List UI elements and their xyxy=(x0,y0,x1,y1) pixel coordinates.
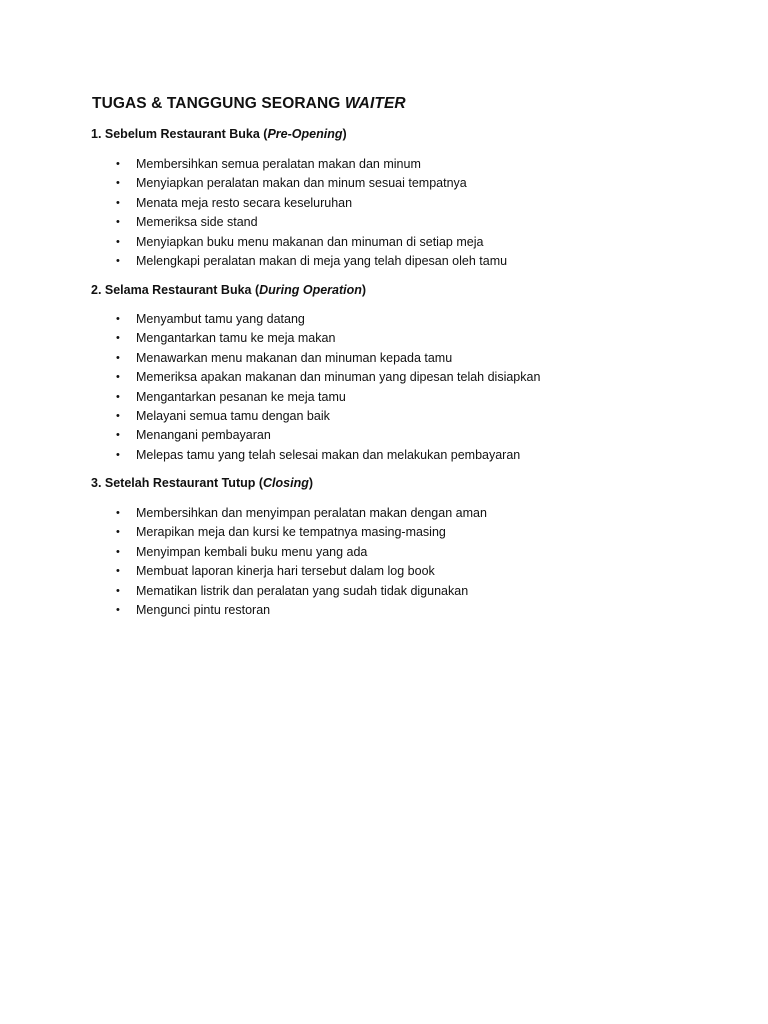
list-item xyxy=(116,368,540,387)
list-item-text: Merapikan meja dan kursi ke tempatnya masing-masing xyxy=(136,525,446,540)
document-title xyxy=(92,95,406,113)
task-list-during-operation xyxy=(116,310,540,465)
list-item-text: Melepas tamu yang telah selesai makan dan melakukan pembayaran xyxy=(136,447,521,462)
list-item-text: Menyambut tamu yang datang xyxy=(136,312,305,326)
list-item xyxy=(116,329,540,348)
section-heading-prefix: 2. Selama Restaurant Buka ( xyxy=(91,283,260,297)
list-item-text: Mematikan listrik dan peralatan yang sudah tidak digunakan xyxy=(136,583,469,598)
list-item xyxy=(116,504,487,523)
document-title-text: TUGAS & TANGGUNG SEORANG xyxy=(92,95,345,112)
bullet-icon: • xyxy=(116,390,120,403)
list-item xyxy=(116,543,487,562)
list-item xyxy=(116,407,540,426)
list-item-text: Membersihkan semua peralatan makan dan minum xyxy=(136,157,421,171)
list-item-text: Membuat laporan kinerja hari tersebut dalam log book xyxy=(136,564,435,579)
list-item xyxy=(116,601,487,620)
section-heading-prefix: 3. Setelah Restaurant Tutup ( xyxy=(91,476,264,490)
list-item xyxy=(116,562,487,581)
bullet-icon: • xyxy=(116,526,120,539)
list-item xyxy=(116,213,507,232)
bullet-icon: • xyxy=(116,158,120,170)
task-list-closing xyxy=(116,504,487,620)
bullet-icon: • xyxy=(116,429,120,442)
list-item xyxy=(116,233,507,252)
section-heading-emphasis: Closing xyxy=(263,476,309,490)
list-item-text: Melayani semua tamu dengan baik xyxy=(136,408,330,423)
list-item xyxy=(116,349,540,368)
section-heading-suffix: ) xyxy=(361,283,367,297)
task-list-pre-opening xyxy=(116,155,507,271)
list-item-text: Menyiapkan buku menu makanan dan minuman di setiap meja xyxy=(136,234,484,249)
document-title-emphasis: WAITER xyxy=(344,95,406,112)
section-heading-suffix: ) xyxy=(308,476,314,490)
section-heading-closing xyxy=(91,476,313,490)
list-item-text: Melengkapi peralatan makan di meja yang telah dipesan oleh tamu xyxy=(136,253,508,268)
section-heading-emphasis: Pre-Opening xyxy=(267,127,343,141)
bullet-icon: • xyxy=(116,216,120,229)
list-item xyxy=(116,582,487,601)
bullet-icon: • xyxy=(116,507,120,519)
list-item-text: Memeriksa apakan makanan dan minuman yang dipesan telah disiapkan xyxy=(136,370,541,385)
bullet-icon: • xyxy=(116,177,120,190)
bullet-icon: • xyxy=(116,448,120,461)
bullet-icon: • xyxy=(116,351,120,364)
list-item xyxy=(116,252,507,271)
list-item-text: Mengunci pintu restoran xyxy=(136,602,271,617)
list-item xyxy=(116,194,507,213)
bullet-icon: • xyxy=(116,235,120,248)
list-item xyxy=(116,174,507,193)
list-item-text: Menyiapkan peralatan makan dan minum sesuai tempatnya xyxy=(136,176,467,191)
list-item-text: Menyimpan kembali buku menu yang ada xyxy=(136,544,368,559)
list-item xyxy=(116,155,507,174)
list-item xyxy=(116,388,540,407)
bullet-icon: • xyxy=(116,254,120,267)
list-item-text: Mengantarkan pesanan ke meja tamu xyxy=(136,389,346,404)
bullet-icon: • xyxy=(116,196,120,209)
list-item-text: Membersihkan dan menyimpan peralatan makan dengan aman xyxy=(136,506,487,520)
bullet-icon: • xyxy=(116,332,120,345)
section-heading-suffix: ) xyxy=(342,127,347,141)
bullet-icon: • xyxy=(116,371,120,384)
list-item-text: Mengantarkan tamu ke meja makan xyxy=(136,331,336,346)
list-item xyxy=(116,426,540,445)
bullet-icon: • xyxy=(116,603,120,616)
section-heading-prefix: 1. Sebelum Restaurant Buka ( xyxy=(91,127,268,141)
section-heading-pre-opening xyxy=(91,127,347,141)
list-item xyxy=(116,446,540,465)
bullet-icon: • xyxy=(116,565,120,578)
list-item-text: Menawarkan menu makanan dan minuman kepada tamu xyxy=(136,350,453,365)
list-item-text: Menangani pembayaran xyxy=(136,428,271,443)
list-item xyxy=(116,523,487,542)
bullet-icon: • xyxy=(116,313,120,325)
list-item xyxy=(116,310,540,329)
bullet-icon: • xyxy=(116,545,120,558)
bullet-icon: • xyxy=(116,409,120,422)
section-heading-during-operation xyxy=(91,283,366,297)
list-item-text: Memeriksa side stand xyxy=(136,215,258,230)
bullet-icon: • xyxy=(116,584,120,597)
section-heading-emphasis: During Operation xyxy=(259,283,362,297)
list-item-text: Menata meja resto secara keseluruhan xyxy=(136,195,353,210)
